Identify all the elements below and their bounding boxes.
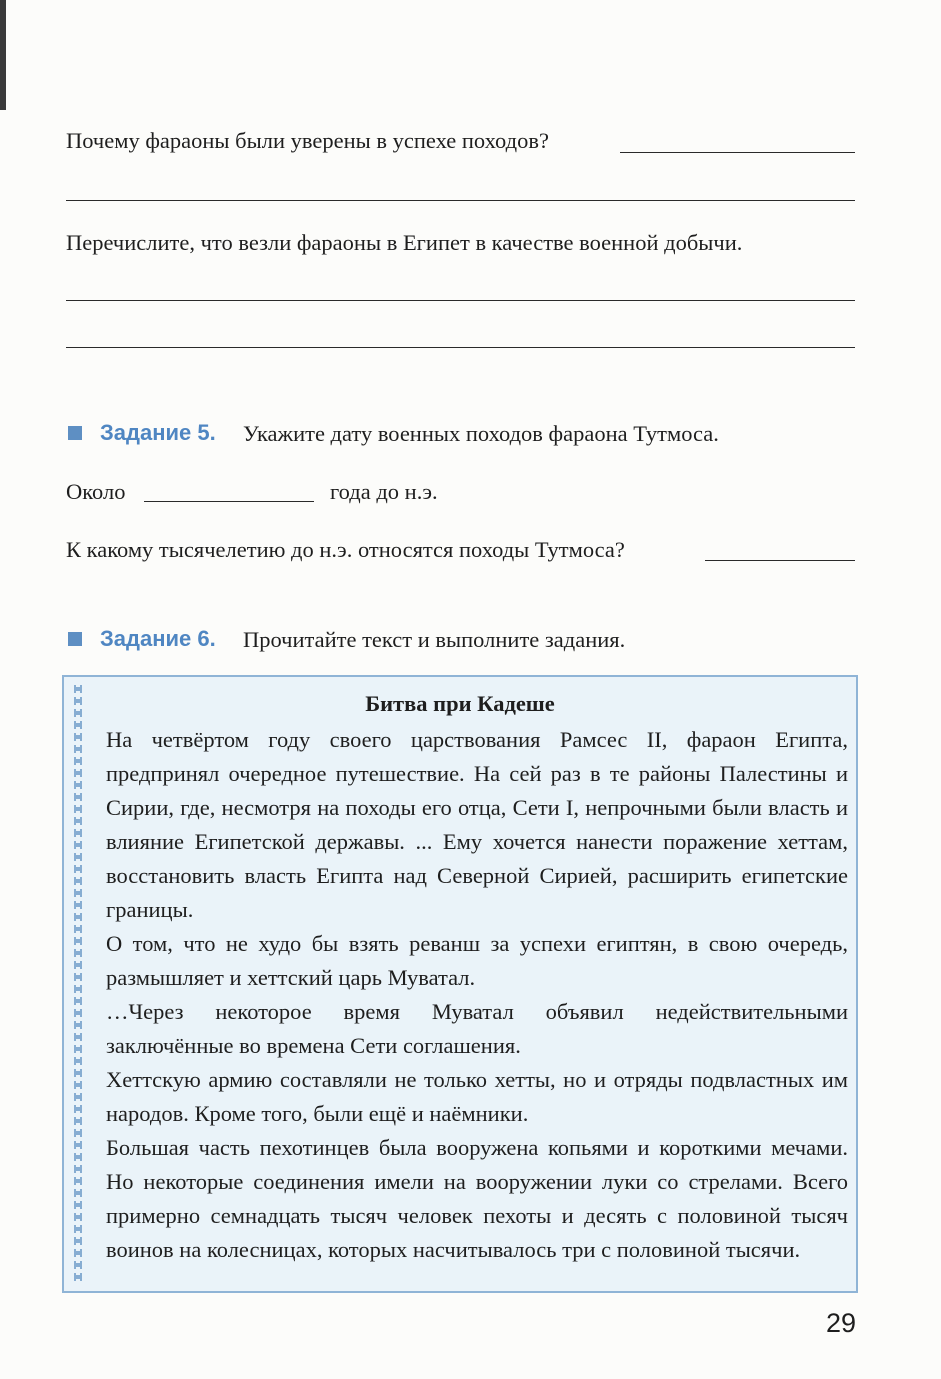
reading-box <box>62 675 858 1293</box>
question-1: Почему фараоны были уверены в успехе походов? <box>66 128 549 153</box>
answer-line-1a[interactable] <box>620 152 855 153</box>
millennium-answer-line[interactable] <box>705 560 855 561</box>
reading-paragraph: Большая часть пехотинцев была вооружена копьями и короткими мечами. Но некоторые соединения имели на вооружении луки со стрелами. Всего примерно семнадцать тысяч человек пехоты и десять с половиной тысяч воинов на колесницах, которых насчитывалось три с половиной тысячи. <box>106 1135 848 1262</box>
dashed-border-decoration <box>74 685 82 1285</box>
task-6-marker-icon <box>68 632 82 646</box>
task-6-label: Задание 6. <box>100 626 216 651</box>
task-5-millennium-question: К какому тысячелетию до н.э. относятся походы Тутмоса? <box>66 537 625 562</box>
answer-line-2a[interactable] <box>66 300 855 301</box>
answer-line-1b[interactable] <box>66 200 855 201</box>
page-edge <box>0 0 6 110</box>
reading-paragraph: …Через некоторое время Муватал объявил недействительными заключённые во времена Сети соглашения. <box>106 999 848 1058</box>
reading-paragraph: Хеттскую армию составляли не только хетты, но и отряды подвластных им народов. Кроме того, были ещё и наёмники. <box>106 1067 848 1126</box>
question-2: Перечислите, что везли фараоны в Египет в качестве военной добычи. <box>66 230 743 255</box>
task-5-approx-suffix: года до н.э. <box>330 479 438 504</box>
task-5-approx-prefix: Около <box>66 479 126 504</box>
task-5-label: Задание 5. <box>100 420 216 445</box>
task-5-text: Укажите дату военных походов фараона Тутмоса. <box>243 421 719 446</box>
reading-body <box>106 723 848 1267</box>
reading-paragraph: На четвёртом году своего царствования Рамсес II, фараон Египта, предпринял очередное путешествие. На сей раз в те районы Палестины и Сирии, где, несмотря на походы его отца, Сети I, непрочными были власть и влияние Египетской державы. ... Ему хочется нанести поражение хеттам, восстановить власть Египта над Северной Сирией, расширить египетские границы. <box>106 727 848 922</box>
page-number: 29 <box>826 1308 857 1338</box>
task-6-text: Прочитайте текст и выполните задания. <box>243 627 626 652</box>
reading-title: Битва при Кадеше <box>365 691 555 716</box>
year-answer-line[interactable] <box>144 501 314 502</box>
answer-line-2b[interactable] <box>66 347 855 348</box>
task-5-marker-icon <box>68 426 82 440</box>
reading-paragraph: О том, что не худо бы взять реванш за успехи египтян, в свою очередь, размышляет и хеттский царь Муватал. <box>106 931 848 990</box>
